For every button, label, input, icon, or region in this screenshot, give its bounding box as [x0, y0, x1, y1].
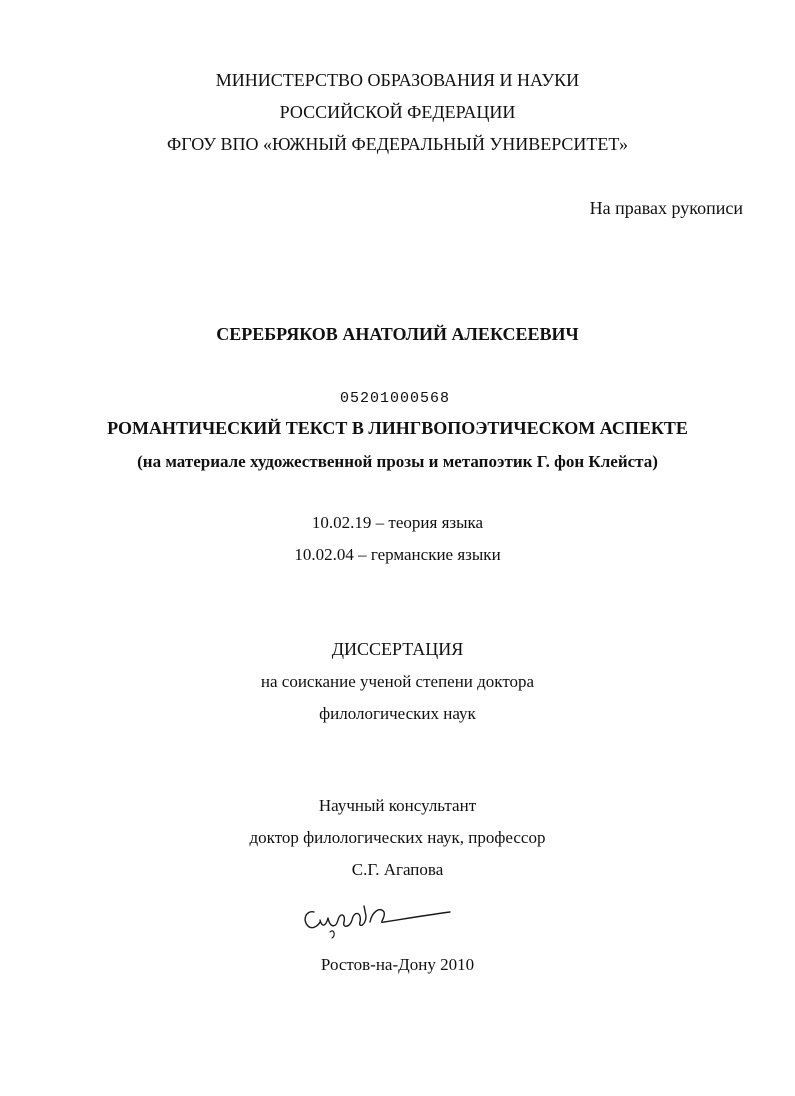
author-name: СЕРЕБРЯКОВ АНАТОЛИЙ АЛЕКСЕЕВИЧ	[216, 324, 579, 344]
specialty-1: 10.02.19 – теория языка	[311, 513, 484, 532]
consultant-label: Научный консультант	[318, 796, 477, 815]
specialty-2: 10.02.04 – германские языки	[294, 545, 501, 564]
degree-line-2: филологических наук	[319, 704, 476, 723]
registration-number: 05201000568	[340, 390, 451, 407]
signature-icon	[300, 898, 460, 940]
ministry-line: МИНИСТЕРСТВО ОБРАЗОВАНИЯ И НАУКИ	[215, 70, 580, 90]
thesis-title: РОМАНТИЧЕСКИЙ ТЕКСТ В ЛИНГВОПОЭТИЧЕСКОМ АСПЕКТЕ	[107, 418, 688, 438]
university-line: ФГОУ ВПО «ЮЖНЫЙ ФЕДЕРАЛЬНЫЙ УНИВЕРСИТЕТ»	[167, 134, 628, 154]
federation-line: РОССИЙСКОЙ ФЕДЕРАЦИИ	[279, 102, 516, 122]
rights-note: На правах рукописи	[589, 198, 743, 218]
work-type-label: ДИССЕРТАЦИЯ	[331, 639, 464, 659]
place-year: Ростов-на-Дону 2010	[320, 955, 475, 974]
consultant-degree: доктор филологических наук, профессор	[249, 828, 546, 847]
consultant-name: С.Г. Агапова	[351, 860, 444, 879]
degree-line-1: на соискание ученой степени доктора	[260, 672, 535, 691]
thesis-subtitle: (на материале художественной прозы и метапоэтик Г. фон Клейста)	[137, 452, 658, 471]
